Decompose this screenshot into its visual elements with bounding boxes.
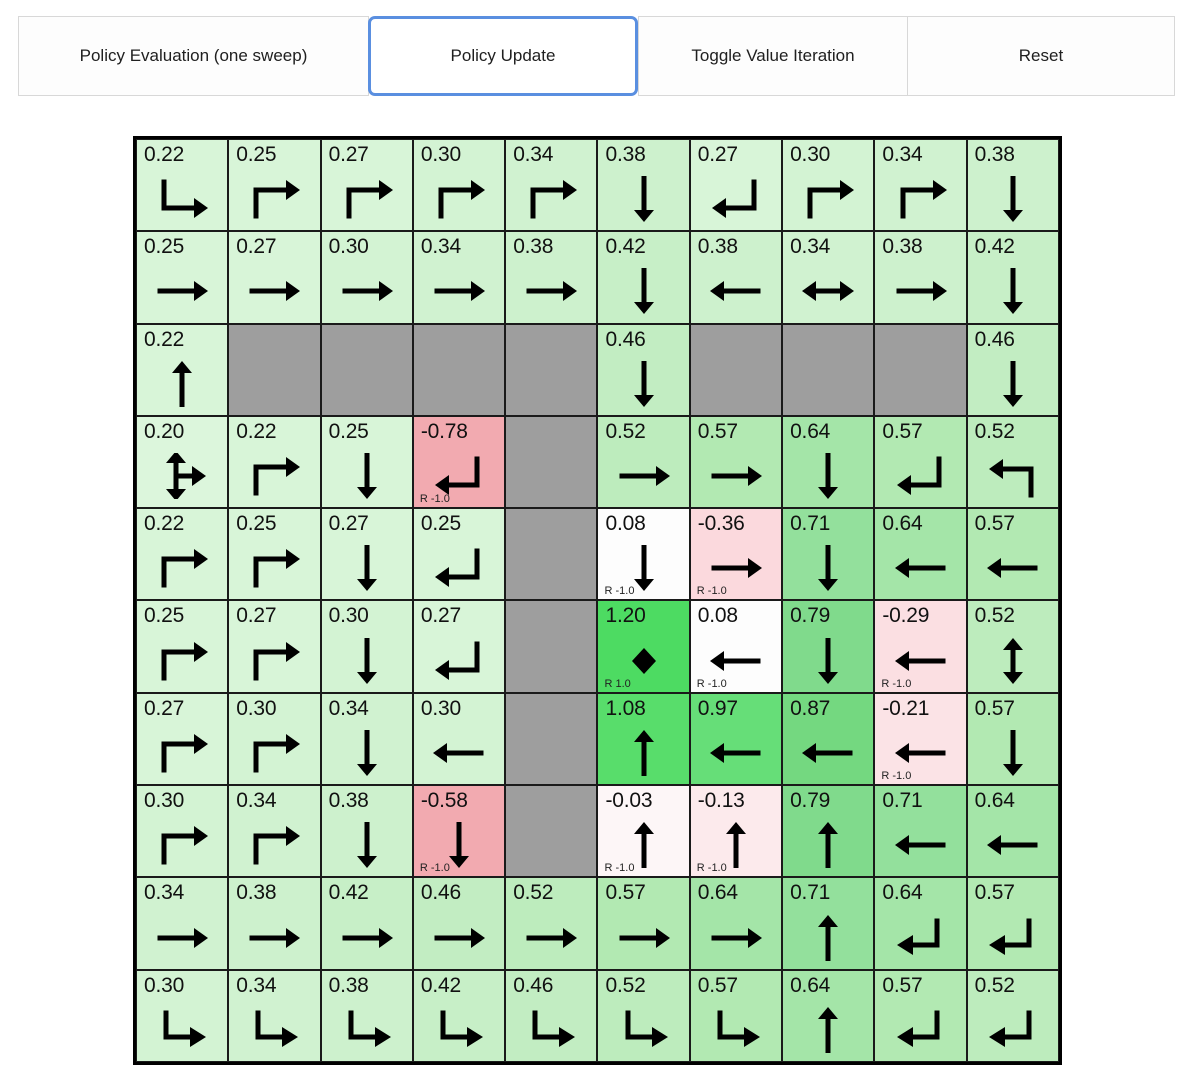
cell-value: 0.71 <box>882 789 923 813</box>
policy-arrow-icon <box>968 260 1058 322</box>
grid-cell[interactable] <box>321 693 413 785</box>
cell-value: -0.21 <box>882 696 930 720</box>
grid-cell-wall[interactable] <box>874 324 966 416</box>
grid-cell[interactable] <box>874 785 966 877</box>
policy-arrow-icon <box>598 260 688 322</box>
grid-cell-wall[interactable] <box>782 324 874 416</box>
grid-cell[interactable] <box>690 231 782 323</box>
policy-arrow-icon <box>783 722 873 784</box>
grid-cell-wall[interactable] <box>413 324 505 416</box>
cell-value: 0.52 <box>513 881 554 905</box>
cell-value: 0.22 <box>144 327 185 351</box>
policy-arrow-icon <box>691 168 781 230</box>
grid-cell[interactable] <box>597 231 689 323</box>
grid-cell[interactable] <box>505 877 597 969</box>
policy-arrow-icon <box>506 999 596 1061</box>
cell-value: 0.38 <box>236 881 277 905</box>
cell-value: 0.79 <box>790 604 831 628</box>
cell-value: 1.08 <box>605 696 646 720</box>
policy-arrow-icon <box>229 260 319 322</box>
grid-cell[interactable] <box>228 508 320 600</box>
cell-value: 0.42 <box>420 973 461 997</box>
policy-arrow-icon <box>968 445 1058 507</box>
cell-reward-label: R -1.0 <box>696 677 727 690</box>
cell-value: -0.58 <box>420 789 468 813</box>
grid-cell[interactable] <box>136 970 228 1062</box>
grid-cell[interactable] <box>967 231 1059 323</box>
grid-cell[interactable] <box>597 139 689 231</box>
toggle-value-iteration-label: Toggle Value Iteration <box>691 46 855 65</box>
grid-cell[interactable] <box>597 600 689 692</box>
policy-arrow-icon <box>322 814 412 876</box>
policy-arrow-icon <box>414 168 504 230</box>
grid-cell[interactable] <box>782 693 874 785</box>
grid-cell[interactable] <box>228 600 320 692</box>
policy-arrow-icon <box>783 906 873 968</box>
policy-arrow-icon <box>137 906 227 968</box>
grid-cell[interactable] <box>967 508 1059 600</box>
grid-cell[interactable] <box>413 231 505 323</box>
grid-cell[interactable] <box>228 970 320 1062</box>
policy-arrow-icon <box>691 722 781 784</box>
policy-arrow-icon <box>598 168 688 230</box>
grid-cell-wall[interactable] <box>505 324 597 416</box>
grid-cell[interactable] <box>782 785 874 877</box>
grid-cell[interactable] <box>505 139 597 231</box>
policy-arrow-icon <box>875 445 965 507</box>
grid-cell[interactable] <box>413 139 505 231</box>
grid-cell[interactable] <box>413 416 505 508</box>
cell-reward-label: R 1.0 <box>604 677 631 690</box>
policy-arrow-icon <box>968 999 1058 1061</box>
grid-cell[interactable] <box>413 970 505 1062</box>
cell-value: 0.87 <box>790 696 831 720</box>
cell-value: 0.38 <box>328 973 369 997</box>
cell-value: 0.46 <box>974 327 1015 351</box>
grid-cell[interactable] <box>136 231 228 323</box>
cell-value: 0.34 <box>236 789 277 813</box>
grid-cell[interactable] <box>874 600 966 692</box>
policy-arrow-icon <box>229 722 319 784</box>
grid-cell[interactable] <box>136 416 228 508</box>
cell-value: 0.57 <box>882 973 923 997</box>
cell-value: 0.64 <box>790 973 831 997</box>
grid-cell[interactable] <box>228 785 320 877</box>
policy-arrow-icon <box>968 353 1058 415</box>
cell-reward-label: R -1.0 <box>696 585 727 598</box>
gridworld-cells <box>136 139 1059 1062</box>
grid-cell[interactable] <box>136 600 228 692</box>
cell-value: 0.42 <box>605 235 646 259</box>
grid-cell[interactable] <box>597 693 689 785</box>
policy-arrow-icon <box>137 537 227 599</box>
grid-cell[interactable] <box>782 231 874 323</box>
grid-cell[interactable] <box>228 139 320 231</box>
policy-arrow-icon <box>875 168 965 230</box>
grid-cell[interactable] <box>967 324 1059 416</box>
grid-cell[interactable] <box>321 877 413 969</box>
cell-value: 1.20 <box>605 604 646 628</box>
cell-value: 0.79 <box>790 789 831 813</box>
policy-arrow-icon <box>137 260 227 322</box>
grid-cell[interactable] <box>874 416 966 508</box>
cell-value: 0.52 <box>605 419 646 443</box>
cell-value: 0.57 <box>697 419 738 443</box>
policy-arrow-icon <box>137 722 227 784</box>
cell-value: 0.57 <box>697 973 738 997</box>
grid-cell-wall[interactable] <box>228 324 320 416</box>
grid-cell[interactable] <box>967 693 1059 785</box>
policy-arrow-icon <box>968 722 1058 784</box>
cell-reward-label: R -1.0 <box>419 862 450 875</box>
grid-cell[interactable] <box>505 231 597 323</box>
policy-arrow-icon <box>322 629 412 691</box>
grid-cell[interactable] <box>505 970 597 1062</box>
grid-cell[interactable] <box>967 785 1059 877</box>
policy-arrow-icon <box>598 906 688 968</box>
policy-arrow-icon <box>691 906 781 968</box>
policy-arrow-icon <box>783 999 873 1061</box>
cell-value: 0.30 <box>328 604 369 628</box>
policy-arrow-icon <box>968 168 1058 230</box>
policy-arrow-icon <box>875 814 965 876</box>
cell-reward-label: R -1.0 <box>604 585 635 598</box>
cell-value: 0.64 <box>882 512 923 536</box>
policy-arrow-icon <box>229 168 319 230</box>
reset-button[interactable] <box>907 16 1175 96</box>
cell-value: 0.34 <box>790 235 831 259</box>
grid-cell[interactable] <box>228 693 320 785</box>
policy-evaluation-label: Policy Evaluation (one sweep) <box>79 46 308 65</box>
policy-arrow-icon <box>783 168 873 230</box>
policy-arrow-icon <box>322 906 412 968</box>
policy-arrow-icon <box>598 445 688 507</box>
reset-label: Reset <box>1018 46 1064 65</box>
cell-value: 0.42 <box>974 235 1015 259</box>
cell-value: 0.57 <box>605 881 646 905</box>
grid-cell[interactable] <box>690 970 782 1062</box>
grid-cell[interactable] <box>136 785 228 877</box>
grid-cell[interactable] <box>321 508 413 600</box>
grid-cell[interactable] <box>690 508 782 600</box>
policy-arrow-icon <box>229 537 319 599</box>
policy-arrow-icon <box>229 814 319 876</box>
policy-arrow-icon <box>322 722 412 784</box>
cell-value: 0.38 <box>882 235 923 259</box>
grid-cell[interactable] <box>874 508 966 600</box>
policy-arrow-icon <box>229 629 319 691</box>
policy-arrow-icon <box>691 260 781 322</box>
grid-cell[interactable] <box>967 416 1059 508</box>
cell-value: 0.25 <box>236 512 277 536</box>
grid-cell-wall[interactable] <box>505 508 597 600</box>
cell-value: 0.42 <box>328 881 369 905</box>
cell-value: -0.36 <box>697 512 745 536</box>
grid-cell[interactable] <box>321 416 413 508</box>
policy-arrow-icon <box>322 999 412 1061</box>
cell-value: 0.27 <box>236 604 277 628</box>
cell-value: 0.25 <box>144 235 185 259</box>
grid-cell[interactable] <box>136 877 228 969</box>
toggle-value-iteration-button[interactable] <box>638 16 908 96</box>
cell-value: 0.22 <box>236 419 277 443</box>
grid-cell-wall[interactable] <box>505 693 597 785</box>
grid-cell[interactable] <box>782 970 874 1062</box>
cell-value: -0.03 <box>605 789 653 813</box>
grid-cell[interactable] <box>321 231 413 323</box>
cell-value: -0.78 <box>420 419 468 443</box>
policy-arrow-icon <box>414 260 504 322</box>
policy-arrow-icon <box>414 537 504 599</box>
grid-cell[interactable] <box>597 785 689 877</box>
cell-value: 0.25 <box>144 604 185 628</box>
cell-value: 0.38 <box>697 235 738 259</box>
cell-value: 0.30 <box>328 235 369 259</box>
grid-cell[interactable] <box>874 139 966 231</box>
grid-cell[interactable] <box>782 416 874 508</box>
grid-cell[interactable] <box>690 416 782 508</box>
policy-arrow-icon <box>783 814 873 876</box>
grid-cell[interactable] <box>228 231 320 323</box>
grid-cell[interactable] <box>690 877 782 969</box>
policy-arrow-icon <box>968 814 1058 876</box>
grid-cell[interactable] <box>413 785 505 877</box>
policy-update-button[interactable] <box>368 16 638 96</box>
grid-cell[interactable] <box>136 139 228 231</box>
grid-cell[interactable] <box>228 877 320 969</box>
policy-arrow-icon <box>137 999 227 1061</box>
policy-arrow-icon <box>875 906 965 968</box>
grid-cell[interactable] <box>874 231 966 323</box>
cell-value: 0.30 <box>420 696 461 720</box>
grid-cell-wall[interactable] <box>690 324 782 416</box>
control-toolbar <box>18 16 1174 96</box>
policy-arrow-icon <box>414 722 504 784</box>
policy-arrow-icon <box>968 537 1058 599</box>
cell-value: 0.38 <box>974 143 1015 166</box>
grid-cell[interactable] <box>597 877 689 969</box>
cell-reward-label: R -1.0 <box>419 493 450 506</box>
grid-cell[interactable] <box>321 785 413 877</box>
cell-value: 0.71 <box>790 881 831 905</box>
policy-arrow-icon <box>414 999 504 1061</box>
policy-arrow-icon <box>322 537 412 599</box>
policy-arrow-icon <box>783 537 873 599</box>
grid-cell[interactable] <box>782 600 874 692</box>
grid-cell[interactable] <box>413 693 505 785</box>
policy-arrow-icon <box>137 445 227 507</box>
cell-value: 0.25 <box>420 512 461 536</box>
grid-cell[interactable] <box>136 508 228 600</box>
grid-cell[interactable] <box>413 508 505 600</box>
grid-cell[interactable] <box>597 970 689 1062</box>
grid-cell[interactable] <box>597 508 689 600</box>
policy-arrow-icon <box>968 629 1058 691</box>
cell-value: 0.27 <box>420 604 461 628</box>
policy-arrow-icon <box>968 906 1058 968</box>
policy-arrow-icon <box>229 999 319 1061</box>
cell-reward-label: R -1.0 <box>881 770 912 783</box>
cell-value: 0.71 <box>790 512 831 536</box>
cell-value: 0.27 <box>328 512 369 536</box>
cell-value: 0.22 <box>144 512 185 536</box>
cell-value: 0.52 <box>974 973 1015 997</box>
policy-arrow-icon <box>322 445 412 507</box>
grid-cell[interactable] <box>690 785 782 877</box>
cell-value: 0.30 <box>420 143 461 166</box>
policy-arrow-icon <box>506 260 596 322</box>
cell-value: 0.34 <box>236 973 277 997</box>
policy-arrow-icon <box>783 445 873 507</box>
cell-value: 0.30 <box>236 696 277 720</box>
grid-cell-wall[interactable] <box>505 785 597 877</box>
grid-cell-wall[interactable] <box>505 416 597 508</box>
policy-arrow-icon <box>229 906 319 968</box>
cell-value: 0.25 <box>236 143 277 166</box>
cell-value: 0.46 <box>605 327 646 351</box>
cell-value: 0.57 <box>974 696 1015 720</box>
grid-cell[interactable] <box>321 600 413 692</box>
policy-arrow-icon <box>691 445 781 507</box>
grid-cell[interactable] <box>413 877 505 969</box>
cell-value: 0.52 <box>974 604 1015 628</box>
cell-value: -0.13 <box>697 789 745 813</box>
grid-cell[interactable] <box>228 416 320 508</box>
cell-value: 0.64 <box>974 789 1015 813</box>
policy-arrow-icon <box>137 629 227 691</box>
cell-reward-label: R -1.0 <box>604 862 635 875</box>
grid-cell[interactable] <box>597 324 689 416</box>
policy-arrow-icon <box>506 906 596 968</box>
policy-arrow-icon <box>875 260 965 322</box>
policy-arrow-icon <box>322 260 412 322</box>
policy-arrow-icon <box>783 629 873 691</box>
grid-cell[interactable] <box>874 877 966 969</box>
cell-value: 0.64 <box>882 881 923 905</box>
grid-cell[interactable] <box>321 970 413 1062</box>
cell-value: 0.08 <box>605 512 646 536</box>
grid-cell[interactable] <box>874 693 966 785</box>
cell-value: 0.22 <box>144 143 185 166</box>
grid-cell[interactable] <box>782 877 874 969</box>
policy-arrow-icon <box>598 722 688 784</box>
policy-arrow-icon <box>322 168 412 230</box>
grid-cell[interactable] <box>874 970 966 1062</box>
cell-value: 0.38 <box>328 789 369 813</box>
policy-arrow-icon <box>137 353 227 415</box>
cell-value: 0.64 <box>790 419 831 443</box>
cell-value: 0.25 <box>328 419 369 443</box>
gridworld <box>133 136 1062 1065</box>
grid-cell[interactable] <box>782 508 874 600</box>
cell-value: 0.27 <box>236 235 277 259</box>
cell-value: 0.64 <box>697 881 738 905</box>
policy-arrow-icon <box>598 999 688 1061</box>
policy-arrow-icon <box>137 814 227 876</box>
grid-cell[interactable] <box>690 139 782 231</box>
cell-value: 0.57 <box>974 512 1015 536</box>
policy-arrow-icon <box>598 353 688 415</box>
cell-value: 0.08 <box>697 604 738 628</box>
cell-value: 0.34 <box>513 143 554 166</box>
policy-arrow-icon <box>414 629 504 691</box>
grid-cell[interactable] <box>321 139 413 231</box>
policy-arrow-icon <box>875 537 965 599</box>
policy-arrow-icon <box>414 906 504 968</box>
grid-cell[interactable] <box>967 877 1059 969</box>
grid-cell[interactable] <box>690 600 782 692</box>
grid-cell[interactable] <box>136 324 228 416</box>
cell-value: 0.20 <box>144 419 185 443</box>
cell-value: 0.46 <box>420 881 461 905</box>
cell-value: 0.57 <box>974 881 1015 905</box>
grid-cell[interactable] <box>690 693 782 785</box>
cell-value: 0.27 <box>697 143 738 166</box>
grid-cell[interactable] <box>136 693 228 785</box>
policy-arrow-icon <box>137 168 227 230</box>
cell-value: 0.30 <box>144 789 185 813</box>
cell-value: 0.27 <box>328 143 369 166</box>
policy-arrow-icon <box>875 999 965 1061</box>
grid-cell[interactable] <box>597 416 689 508</box>
cell-reward-label: R -1.0 <box>696 862 727 875</box>
cell-value: 0.38 <box>605 143 646 166</box>
cell-value: 0.27 <box>144 696 185 720</box>
cell-value: 0.34 <box>420 235 461 259</box>
cell-value: 0.57 <box>882 419 923 443</box>
cell-value: 0.97 <box>697 696 738 720</box>
cell-value: 0.34 <box>328 696 369 720</box>
cell-value: 0.30 <box>790 143 831 166</box>
policy-update-label: Policy Update <box>450 46 556 65</box>
cell-value: 0.52 <box>974 419 1015 443</box>
cell-value: 0.46 <box>513 973 554 997</box>
cell-value: 0.30 <box>144 973 185 997</box>
cell-value: 0.34 <box>882 143 923 166</box>
grid-cell[interactable] <box>413 600 505 692</box>
grid-cell[interactable] <box>967 139 1059 231</box>
cell-value: 0.34 <box>144 881 185 905</box>
cell-value: 0.38 <box>513 235 554 259</box>
grid-cell-wall[interactable] <box>321 324 413 416</box>
cell-value: 0.52 <box>605 973 646 997</box>
policy-arrow-icon <box>783 260 873 322</box>
cell-value: -0.29 <box>882 604 930 628</box>
cell-reward-label: R -1.0 <box>881 677 912 690</box>
grid-cell[interactable] <box>782 139 874 231</box>
policy-evaluation-button[interactable] <box>18 16 369 96</box>
grid-cell[interactable] <box>967 600 1059 692</box>
grid-cell-wall[interactable] <box>505 600 597 692</box>
policy-arrow-icon <box>506 168 596 230</box>
policy-arrow-icon <box>691 999 781 1061</box>
grid-cell[interactable] <box>967 970 1059 1062</box>
policy-arrow-icon <box>229 445 319 507</box>
